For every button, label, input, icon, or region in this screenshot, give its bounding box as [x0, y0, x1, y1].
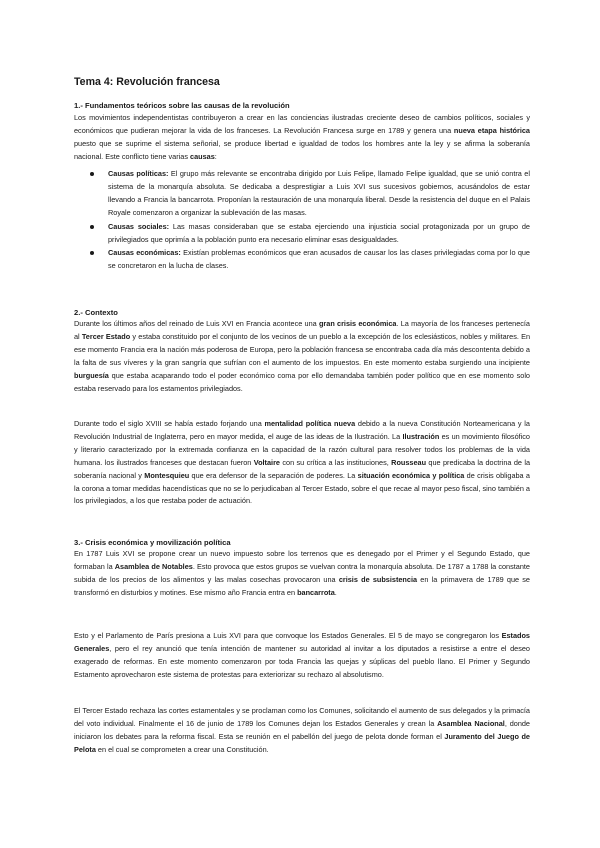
- list-item-causas-sociales: Causas sociales: Las masas consideraban que se estaba ejerciendo una injusticia social protagonizada por un grupo de privilegiados que oprimía a la población punto era necesario eliminar esas desigualdades.: [74, 221, 530, 247]
- section-3-paragraph-2: Esto y el Parlamento de París presiona a Luis XVI para que convoque los Estados Generales. El 5 de mayo se congregaron los Estados Generales, pero el rey anunció que tenía intención de mantener su autoridad al invitar a los diputados a resistirse a entre el deseo exagerado de reformas. En este momento comenzaron por toda Francia las quejas y súplicas del pueblo llano. El Primer y Segundo Estamento aprovecharon este sistema de protestas para exteriorizar su rechazo al absolutismo.: [74, 631, 530, 679]
- list-item-causas-politicas: Causas políticas: El grupo más relevante se encontraba dirigido por Luis Felipe, llamado Felipe igualdad, que se unió contra el sistema de la monarquía absoluta. Se dedicaba a desprestigiar a Luis XVI sus sucesivos gobiernos, acusándolos de estar llevando a Francia la bancarrota. Proponían la restauración de una monarquía liberal. Desde la resistencia del duque en el Palais Royale comenzaron a organizar la sublevación de las masas.: [74, 168, 530, 220]
- bullet-icon: [90, 225, 94, 229]
- document-title: Tema 4: Revolución francesa: [74, 76, 220, 88]
- list-item-causas-economicas: Causas económicas: Existían problemas económicos que eran acusados de causar los las clases privilegiadas coma por lo que se concretaron en la lucha de clases.: [74, 247, 530, 273]
- section-3-paragraph-1: En 1787 Luis XVI se propone crear un nuevo impuesto sobre los terrenos que es denegado por el Primer y el Segundo Estado, que formaban la Asamblea de Notables. Esto provoca que estos grupos se vuelvan contra la monarquía absoluta. De 1787 a 1788 la constante subida de los precios de los alimentos y las malas cosechas provocaron una crisis de subsistencia en la primavera de 1789 que se transformó en disturbios y motines. Ese mismo año Francia entra en bancarrota.: [74, 549, 530, 597]
- section-3-heading: 3.- Crisis económica y movilización política: [74, 538, 231, 547]
- section-1-heading: 1.- Fundamentos teóricos sobre las causas de la revolución: [74, 101, 290, 110]
- bullet-icon: [90, 172, 94, 176]
- section-3-paragraph-3: El Tercer Estado rechaza las cortes estamentales y se proclaman como los Comunes, solicitando el aumento de sus delegados y la primacía del voto individual. Finalmente el 16 de junio de 1789 los Comunes dejan los Estados Generales y crean la Asamblea Nacional, donde iniciaron los debates para la reforma fiscal. Esta se reunión en el pabellón del juego de pelota donde forman el Juramento del Juego de Pelota en el cual se comprometen a crear una Constitución.: [74, 706, 530, 754]
- section-2-paragraph-2: Durante todo el siglo XVIII se había estado forjando una mentalidad política nueva debido a la nueva Constitución Norteamericana y la Revolución Industrial de Inglaterra, pero en mayor medida, el auge de las ideas de la Ilustración. La Ilustración es un movimiento filosófico y literario caracterizado por la extremada confianza en la capacidad de la razón cultural para resolver todos los problemas de la vida humana. los ilustrados franceses que destacan fueron Voltaire con su crítica a las instituciones, Rousseau que predicaba la doctrina de la soberanía nacional y Montesquieu que era defensor de la separación de poderes. La situación económica y política de crisis obligaba a la corona a tomar medidas hacendísticas que no se lo perjudicaban al Tercer Estado, sobre el que recae al mayor peso fiscal, sino también a los privilegiados, a los que restaba poder de actuación.: [74, 419, 530, 506]
- section-1-paragraph-1: Los movimientos independentistas contribuyeron a crear en las conciencias ilustradas creciente deseo de cambios políticos, sociales y económicos que pudieran mejorar la vida de los franceses. La Revolución Francesa surge en 1789 y genera una nueva etapa histórica puesto que se suprime el sistema señorial, se produce libertad e igualdad de todos los hombres ante la ley y se afirma la soberanía nacional. Este conflicto tiene varias causas:: [74, 113, 530, 161]
- section-2-heading: 2.- Contexto: [74, 308, 118, 317]
- bullet-icon: [90, 251, 94, 255]
- section-2-paragraph-1: Durante los últimos años del reinado de Luis XVI en Francia acontece una gran crisis económica. La mayoría de los franceses pertenecía al Tercer Estado y estaba constituido por el conjunto de los vecinos de un pueblo a la excepción de los eclesiásticos, nobles y militares. En ese momento Francia era la nación más poderosa de Europa, pero la población francesa se encontraba cada día más descontenta debido a la falta de sus víveres y la gran sangría que sufrían con el aumento de los impuestos. En este momento estaba surgiendo una incipiente burguesía que estaba acaparando todo el poder económico coma por ello demandaba también poder político que en ese momento solo estaba reservado para los estamentos privilegiados.: [74, 319, 530, 393]
- causes-list: [74, 168, 530, 274]
